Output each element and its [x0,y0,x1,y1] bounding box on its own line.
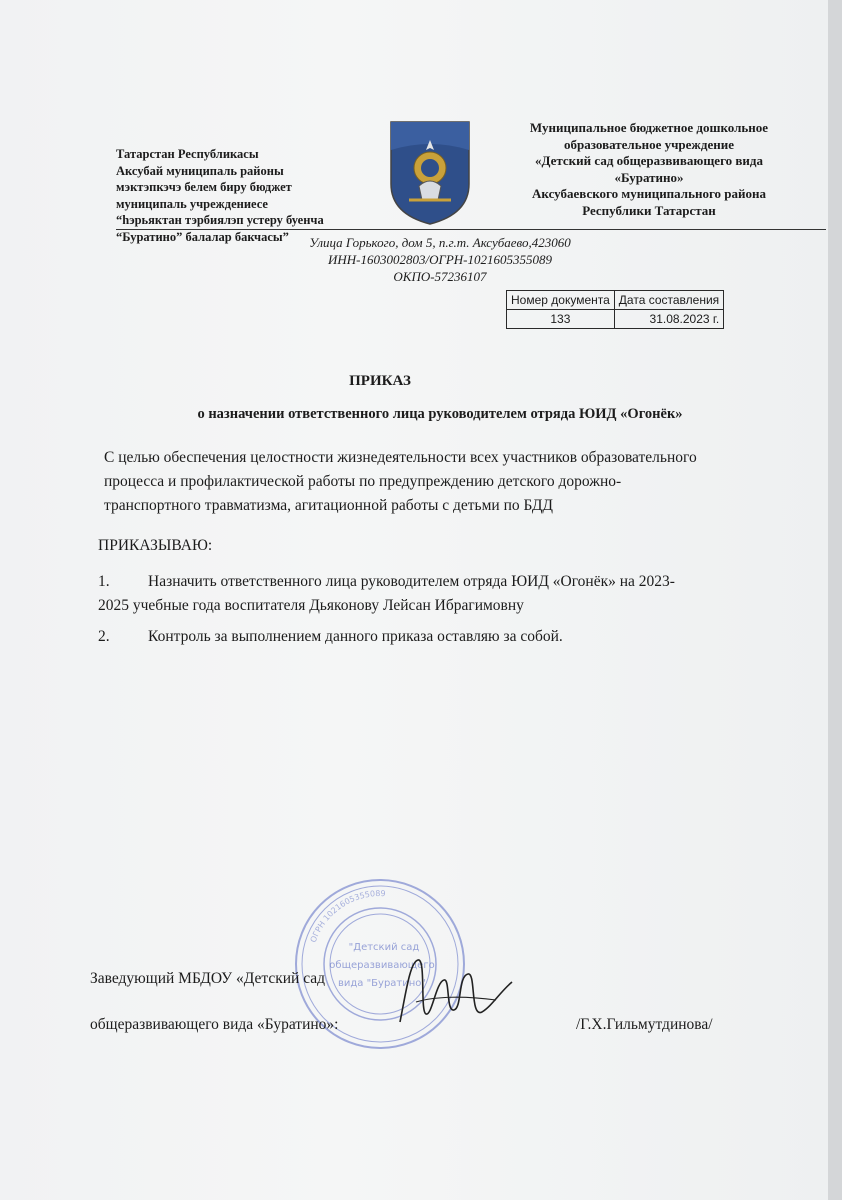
header-left-line: муниципаль учреждениесе [116,196,268,211]
table-row [507,310,724,329]
header-right-line: Республики Татарстан [582,202,716,218]
item-text-line: Контроль за выполнением данного приказа оставляю за собой. [148,628,563,645]
purpose-line: транспортного травматизма, агитационной работы с детьми по БДД [104,497,553,514]
address-line: ИНН-1603002803/ОГРН-1021605355089 [327,252,553,267]
stamp-ring-text: ОГРН 1021605355089 [308,888,386,944]
header-tatar-name [116,146,376,245]
signatory-position-line1: Заведующий МБДОУ «Детский сад [90,970,326,987]
stamp-center-line: "Детский сад [348,942,420,953]
stamp-center-line: вида "Буратино" [337,978,427,989]
header-right-line: Муниципальное бюджетное дошкольное [529,120,769,135]
table-header-row [507,291,724,310]
item-number: 2. [98,628,110,645]
order-title: ПРИКАЗ [349,373,411,389]
header-left-line: Татарстан Республикасы [116,147,259,161]
item-number: 1. [98,573,110,590]
svg-text:ОГРН 1021605355089 [309,889,386,944]
purpose-line: С целью обеспечения целостности жизнедеятельности всех участников образовательного [104,449,697,466]
signatory-name: /Г.Х.Гильмутдинова/ [576,1016,713,1033]
coat-of-arms-icon [389,120,471,226]
header-left-line: Аксубай муниципаль районы [116,163,284,178]
address-line: ОКПО-57236107 [393,269,487,284]
header-right-line: образовательное учреждение [564,136,734,152]
address-block [290,234,590,285]
handwritten-signature [396,952,516,1032]
item-text-line: Назначить ответственного лица руководителем отряда ЮИД «Огонёк» на 2023- [148,573,675,590]
address-line: Улица Горького, дом 5, п.г.т. Аксубаево,423060 [309,235,571,250]
header-doc-date: Дата составления [614,291,723,310]
header-right-line: Аксубаевского муниципального района [532,186,766,201]
header-left-line: мэктэпкэчэ белем биру бюджет [116,180,292,194]
order-item-2 [98,625,788,649]
orders-heading: ПРИКАЗЫВАЮ: [98,537,213,554]
doc-date-value: 31.08.2023 г. [614,310,723,329]
order-purpose [104,446,794,518]
order-subject: о назначении ответственного лица руководителем отряда ЮИД «Огонёк» [197,406,683,422]
page-edge [828,0,842,1200]
header-right-line: «Буратино» [614,169,684,185]
header-left-line: “Буратино” балалар бакчасы” [116,229,289,244]
header-russian-name [494,120,804,219]
purpose-line: процесса и профилактической работы по предупреждению детского дорожно- [104,473,622,490]
order-item-1 [98,570,788,618]
header-divider [116,229,826,230]
header-left-line: “hэрьяктан тэрбиялэп устеру буенча [116,213,324,227]
document-info-table [506,290,724,329]
signatory-position-line2: общеразвивающего вида «Буратино»: [90,1016,339,1033]
item-text-line: 2025 учебные года воспитателя Дьяконову Лейсан Ибрагимовну [98,597,524,614]
doc-number-value: 133 [507,310,615,329]
stamp-center-line: общеразвивающего [329,960,435,971]
header-doc-number: Номер документа [507,291,615,310]
header-right-line: «Детский сад общеразвивающего вида [535,153,763,168]
